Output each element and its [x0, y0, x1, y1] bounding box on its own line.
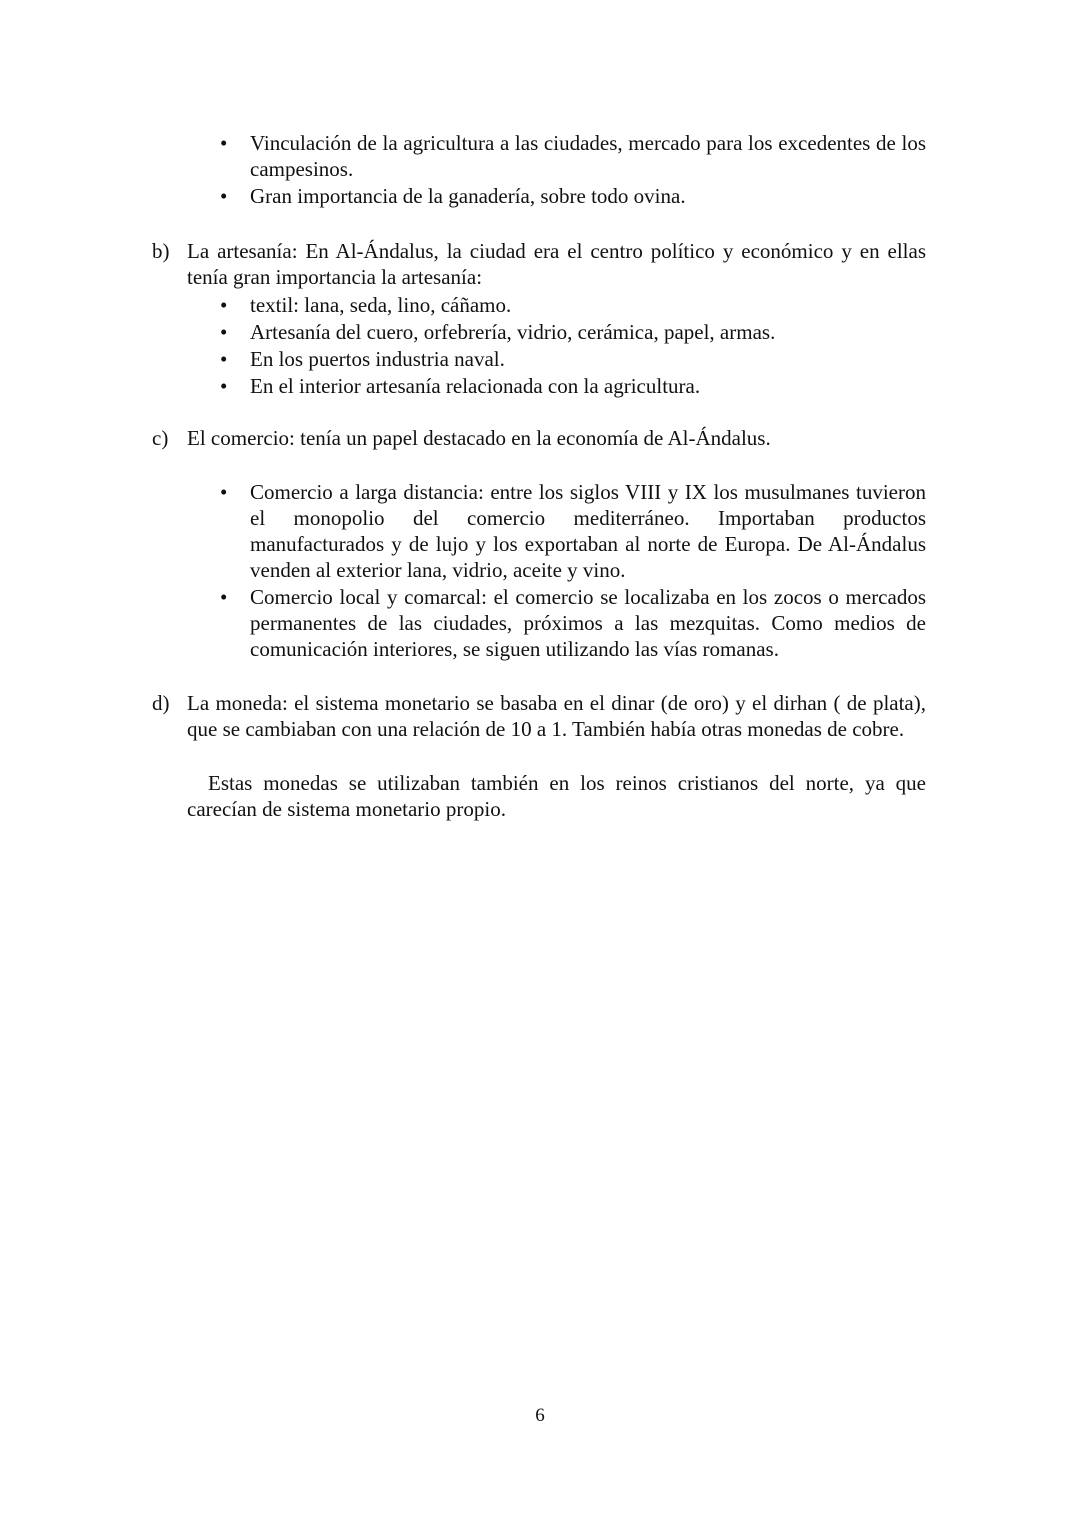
section-marker: b)	[152, 239, 170, 263]
closing-paragraph: Estas monedas se utilizaban también en los reinos cristianos del norte, ya que carecían de sistema monetario propio.	[187, 771, 926, 821]
section-d	[152, 690, 926, 742]
list-item-text: Gran importancia de la ganadería, sobre todo ovina.	[250, 184, 686, 208]
bullet-icon: •	[220, 374, 228, 398]
list-item	[220, 130, 926, 182]
list-item	[220, 584, 926, 662]
list-item-text: Artesanía del cuero, orfebrería, vidrio, cerámica, papel, armas.	[250, 320, 776, 344]
list-item	[220, 373, 926, 399]
intro-bullet-list	[220, 130, 926, 210]
bullet-icon: •	[220, 131, 228, 155]
list-item	[220, 292, 926, 318]
list-item-text: Comercio a larga distancia: entre los siglos VIII y IX los musulmanes tuvieron el monopolio del comercio mediterráneo. Importaban productos manufacturados y de lujo y los exportaban al norte de Europa. De Al-Ándalus venden al exterior lana, vidrio, aceite y vino.	[250, 480, 926, 582]
section-heading-text: La artesanía: En Al-Ándalus, la ciudad era el centro político y económico y en ellas tenía gran importancia la artesanía:	[187, 239, 926, 289]
list-item-text: textil: lana, seda, lino, cáñamo.	[250, 293, 512, 317]
list-item	[220, 319, 926, 345]
page-number: 6	[535, 1405, 545, 1426]
section-marker: d)	[152, 691, 170, 715]
section-b-list	[220, 292, 926, 399]
list-item-text: En el interior artesanía relacionada con la agricultura.	[250, 374, 701, 398]
bullet-icon: •	[220, 585, 228, 609]
list-item-text: Comercio local y comarcal: el comercio se localizaba en los zocos o mercados permanentes de las ciudades, próximos a las mezquitas. Como medios de comunicación interiores, se siguen utilizando las vías romanas.	[250, 585, 926, 661]
bullet-icon: •	[220, 320, 228, 344]
list-item	[220, 183, 926, 209]
bullet-icon: •	[220, 480, 228, 504]
bullet-icon: •	[220, 184, 228, 208]
bullet-icon: •	[220, 347, 228, 371]
section-c-list	[220, 479, 926, 662]
section-marker: c)	[152, 426, 169, 450]
section-heading-text: La moneda: el sistema monetario se basaba en el dinar (de oro) y el dirhan ( de plata), que se cambiaban con una relación de 10 a 1. También había otras monedas de cobre.	[187, 691, 926, 741]
list-item	[220, 346, 926, 372]
list-item-text: Vinculación de la agricultura a las ciudades, mercado para los excedentes de los campesinos.	[250, 131, 926, 181]
section-b	[152, 238, 926, 400]
section-c	[152, 425, 926, 663]
bullet-icon: •	[220, 293, 228, 317]
list-item	[220, 479, 926, 583]
section-heading-text: El comercio: tenía un papel destacado en la economía de Al-Ándalus.	[187, 426, 771, 450]
list-item-text: En los puertos industria naval.	[250, 347, 505, 371]
